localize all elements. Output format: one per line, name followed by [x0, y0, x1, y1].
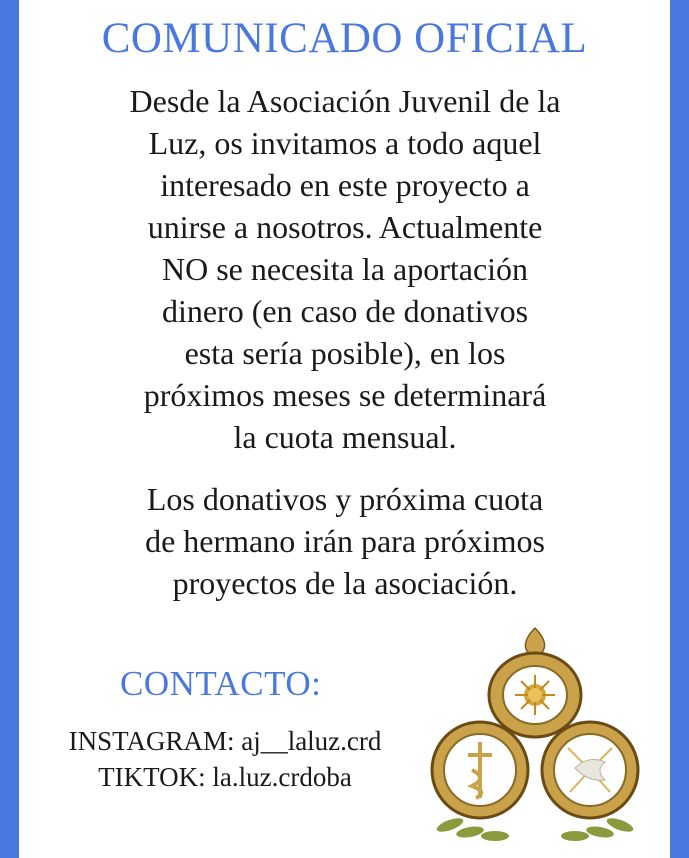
paragraph-line: esta sería posible), en los	[184, 335, 506, 371]
instagram-handle: INSTAGRAM: aj__laluz.crd	[68, 726, 382, 756]
laurel-icon	[435, 816, 635, 841]
left-border	[0, 0, 19, 858]
paragraph-line: la cuota mensual.	[233, 419, 457, 455]
paragraph-line: unirse a nosotros. Actualmente	[147, 209, 543, 245]
paragraph-line: dinero (en caso de donativos	[161, 293, 529, 329]
paragraph-line: proyectos de la asociación.	[172, 565, 518, 601]
tiktok-handle: TIKTOK: la.luz.crdoba	[98, 762, 352, 792]
paragraph-line: Desde la Asociación Juvenil de la	[129, 83, 561, 119]
paragraph-line: NO se necesita la aportación	[161, 251, 529, 287]
donations-paragraph	[60, 478, 630, 604]
paragraph-line: de hermano irán para próximos	[145, 523, 545, 559]
paragraph-line: interesado en este proyecto a	[160, 167, 530, 203]
paragraph-line: Los donativos y próxima cuota	[146, 481, 544, 517]
association-crest-icon	[410, 620, 660, 850]
paragraph-line: próximos meses se determinará	[143, 377, 547, 413]
announcement-paragraph	[60, 80, 630, 458]
right-border	[670, 0, 689, 858]
paragraph-line: Luz, os invitamos a todo aquel	[148, 125, 542, 161]
sun-icon	[515, 675, 555, 715]
contact-heading: CONTACTO:	[120, 664, 322, 703]
page-title: COMUNICADO OFICIAL	[101, 15, 588, 62]
